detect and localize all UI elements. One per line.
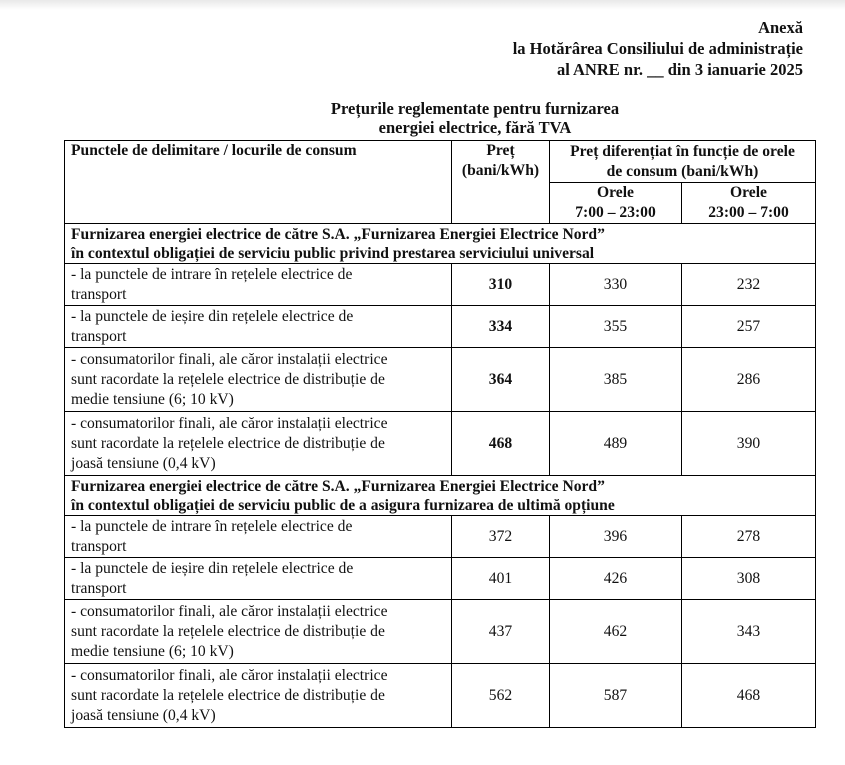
header-price-unit: (bani/kWh) [461,162,540,179]
night-price-cell: 468 [682,664,816,728]
label-line: sunt racordate la rețelele electrice de distribuție de [71,686,385,704]
price-cell: 437 [452,600,550,664]
annex-header [513,17,803,80]
row-label [65,516,452,558]
header-night-hours [682,183,816,224]
label-line: joasă tensiune (0,4 kV) [71,454,216,472]
day-price-cell: 330 [550,264,682,306]
label-line: - la punctele de intrare în rețelele electrice de [71,265,353,283]
header-differentiated-price [550,141,816,183]
price-cell: 468 [452,412,550,476]
annex-reference: la Hotărârea Consiliului de administrație [512,39,803,58]
table-row [65,558,816,600]
header-night-range: 23:00 – 7:00 [708,204,789,221]
night-price-cell: 286 [682,348,816,412]
top-shadow [0,0,845,10]
price-cell: 372 [452,516,550,558]
label-line: - consumatorilor finali, ale căror instalații electrice [71,602,388,620]
table-row [65,600,816,664]
label-line: - la punctele de ieșire din rețelele electrice de [71,307,354,325]
row-label [65,264,452,306]
table-row [65,412,816,476]
day-price-cell: 462 [550,600,682,664]
section-last-resort-supply [65,476,816,516]
section-title: Furnizarea energiei electrice de către S.A. „Furnizarea Energiei Electrice Nord” [71,478,605,495]
section-title: Furnizarea energiei electrice de către S.A. „Furnizarea Energiei Electrice Nord” [71,226,605,243]
night-price-cell: 308 [682,558,816,600]
header-price [452,141,550,224]
label-line: transport [71,537,127,555]
header-points-label: Punctele de delimitare / locurile de consum [71,142,357,159]
price-cell: 310 [452,264,550,306]
header-day-range: 7:00 – 23:00 [575,204,656,221]
day-price-cell: 385 [550,348,682,412]
day-price-cell: 396 [550,516,682,558]
label-line: - la punctele de ieșire din rețelele electrice de [71,559,354,577]
price-cell: 401 [452,558,550,600]
table-row [65,516,816,558]
section-subtitle: în contextul obligației de serviciu public privind prestarea serviciului universal [71,245,595,262]
label-line: sunt racordate la rețelele electrice de distribuție de [71,622,385,640]
header-day-hours [550,183,682,224]
day-price-cell: 426 [550,558,682,600]
night-price-cell: 390 [682,412,816,476]
table-row [65,264,816,306]
header-diff-label: Preț diferențiat în funcție de orele [570,142,795,160]
night-price-cell: 278 [682,516,816,558]
table-header-row [65,141,816,183]
label-line: - consumatorilor finali, ale căror instalații electrice [71,350,388,368]
header-night-label: Orele [730,184,767,201]
night-price-cell: 343 [682,600,816,664]
table-row [65,306,816,348]
label-line: - consumatorilor finali, ale căror instalații electrice [71,666,388,684]
label-line: sunt racordate la rețelele electrice de distribuție de [71,434,385,452]
row-label [65,348,452,412]
section-header-row [65,224,816,264]
label-line: - la punctele de intrare în rețelele electrice de [71,517,353,535]
section-universal-service [65,224,816,264]
section-subtitle: în contextul obligației de serviciu public de a asigura furnizarea de ultimă opțiune [71,497,615,514]
title-line: energiei electrice, fără TVA [378,118,572,137]
label-line: medie tensiune (6; 10 kV) [71,390,234,408]
row-label [65,412,452,476]
row-label [65,306,452,348]
annex-title: Anexă [758,18,803,37]
price-cell: 562 [452,664,550,728]
prices-table [64,140,816,728]
night-price-cell: 257 [682,306,816,348]
day-price-cell: 489 [550,412,682,476]
title-line: Prețurile reglementate pentru furnizarea [330,99,620,118]
day-price-cell: 587 [550,664,682,728]
label-line: - consumatorilor finali, ale căror instalații electrice [71,414,388,432]
label-line: transport [71,579,127,597]
night-price-cell: 232 [682,264,816,306]
row-label [65,664,452,728]
label-line: transport [71,285,127,303]
row-label [65,600,452,664]
header-price-label: Preț [486,142,515,159]
label-line: medie tensiune (6; 10 kV) [71,642,234,660]
row-label [65,558,452,600]
table-row [65,664,816,728]
table-row [65,348,816,412]
header-diff-unit: de consum (bani/kWh) [606,162,759,180]
annex-decision-number: al ANRE nr. __ din 3 ianuarie 2025 [556,60,803,79]
price-cell: 364 [452,348,550,412]
label-line: transport [71,327,127,345]
day-price-cell: 355 [550,306,682,348]
section-header-row [65,476,816,516]
document-title [250,99,700,137]
label-line: sunt racordate la rețelele electrice de distribuție de [71,370,385,388]
price-cell: 334 [452,306,550,348]
header-day-label: Orele [597,184,634,201]
label-line: joasă tensiune (0,4 kV) [71,706,216,724]
header-points [65,141,452,224]
